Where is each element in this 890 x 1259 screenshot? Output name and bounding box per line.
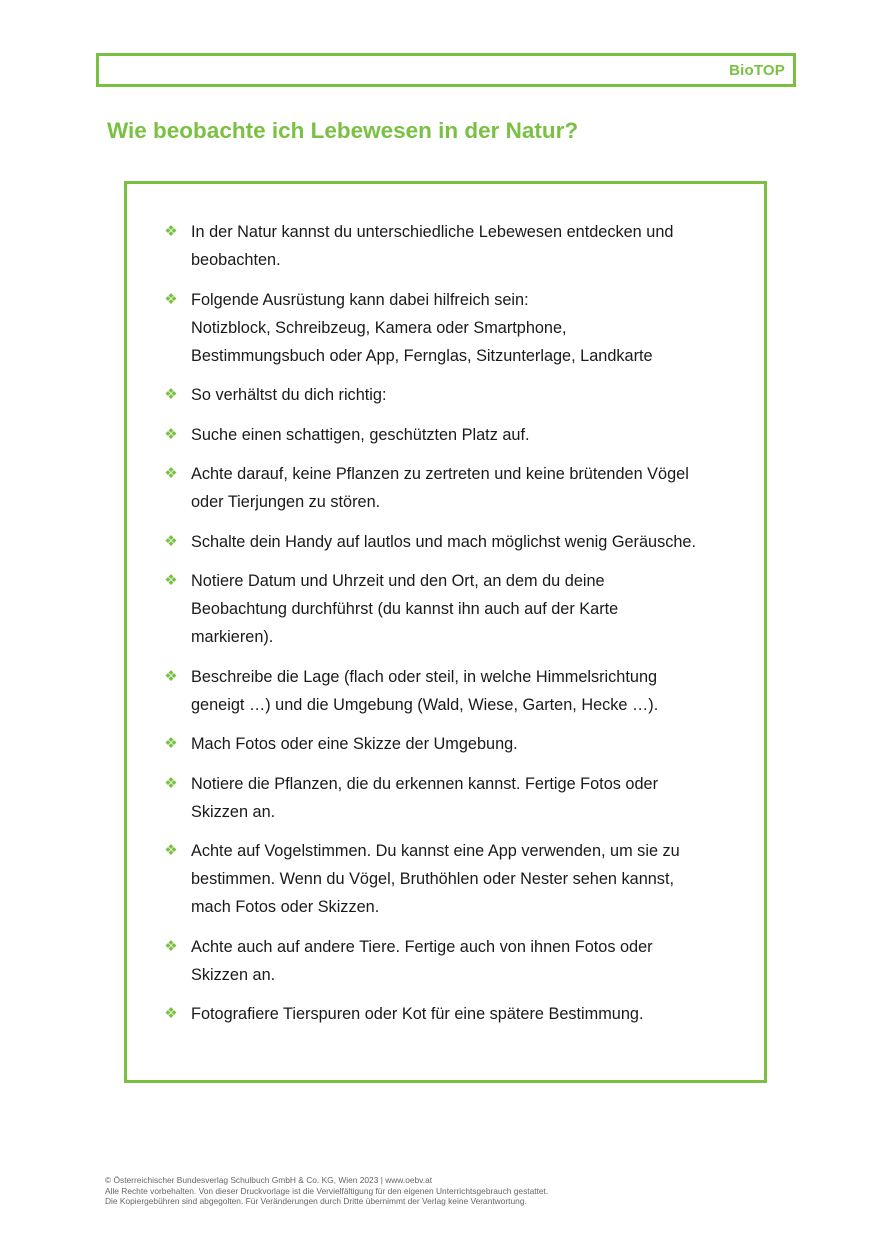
diamond-four-icon: ❖ xyxy=(164,223,178,240)
diamond-four-icon: ❖ xyxy=(164,937,178,955)
list-item xyxy=(163,663,743,719)
list-item xyxy=(163,286,743,370)
page-title: Wie beobachte ich Lebewesen in der Natur? xyxy=(107,118,579,143)
diamond-four-icon: ❖ xyxy=(164,290,178,308)
list-item xyxy=(163,421,743,449)
diamond-four-icon: ❖ xyxy=(164,532,178,550)
list-item-text-line: Notiere Datum und Uhrzeit und den Ort, an dem du deine xyxy=(191,572,605,590)
list-item-text-line: Beobachtung durchführst (du kannst ihn auch auf der Karte xyxy=(191,600,619,618)
footer-line: Die Kopiergebühren sind abgegolten. Für Veränderungen durch Dritte übernimmt der Verlag keine Verantwortung. xyxy=(105,1196,527,1206)
content-box xyxy=(124,181,767,1083)
list-item xyxy=(163,770,743,826)
list-item-text-line: markieren). xyxy=(191,628,274,646)
list-item-text-line: mach Fotos oder Skizzen. xyxy=(191,898,380,916)
list-item-text-line: Folgende Ausrüstung kann dabei hilfreich sein: xyxy=(191,290,529,309)
list-item-text-line: bestimmen. Wenn du Vögel, Bruthöhlen oder Nester sehen kannst, xyxy=(191,870,674,888)
diamond-four-icon: ❖ xyxy=(164,667,178,685)
list-item-text-line: Notizblock, Schreibzeug, Kamera oder Smartphone, xyxy=(191,318,567,337)
list-item-text-line: Achte auf Vogelstimmen. Du kannst eine App verwenden, um sie zu xyxy=(191,842,680,860)
list-item-text-line: Beschreibe die Lage (flach oder steil, in welche Himmelsrichtung xyxy=(191,667,658,686)
list-item-text-line: Skizzen an. xyxy=(191,802,276,821)
list-item-text-line: Achte auch auf andere Tiere. Fertige auch von ihnen Fotos oder xyxy=(191,937,653,956)
list-item-text-line: Bestimmungsbuch oder App, Fernglas, Sitzunterlage, Landkarte xyxy=(191,346,653,365)
diamond-four-icon: ❖ xyxy=(164,735,178,752)
list-item xyxy=(163,730,743,758)
list-item xyxy=(163,933,743,989)
diamond-four-icon: ❖ xyxy=(164,572,178,589)
list-item-text-line: Mach Fotos oder eine Skizze der Umgebung. xyxy=(191,735,518,753)
diamond-four-icon: ❖ xyxy=(164,425,178,443)
list-item-text-line: So verhältst du dich richtig: xyxy=(191,386,387,404)
list-item-text-line: Achte darauf, keine Pflanzen zu zertreten und keine brütenden Vögel xyxy=(191,465,689,483)
diamond-four-icon: ❖ xyxy=(164,386,178,403)
list-item-text-line: Fotografiere Tierspuren oder Kot für eine spätere Bestimmung. xyxy=(191,1005,644,1023)
list-item xyxy=(163,1000,743,1028)
list-item xyxy=(163,837,743,921)
header-bar xyxy=(96,53,796,87)
list-item xyxy=(163,218,743,274)
footer-line: © Österreichischer Bundesverlag Schulbuch GmbH & Co. KG, Wien 2023 | www.oebv.at xyxy=(105,1175,433,1185)
diamond-four-icon: ❖ xyxy=(164,1005,178,1022)
list-item-text-line: geneigt …) und die Umgebung (Wald, Wiese, Garten, Hecke …). xyxy=(191,695,659,714)
copyright-footer xyxy=(105,1175,548,1207)
diamond-four-icon: ❖ xyxy=(164,465,178,482)
list-item-text-line: Skizzen an. xyxy=(191,965,276,984)
list-item-text-line: Notiere die Pflanzen, die du erkennen kannst. Fertige Fotos oder xyxy=(191,774,659,793)
list-item-text-line: Schalte dein Handy auf lautlos und mach möglichst wenig Geräusche. xyxy=(191,532,697,551)
list-item xyxy=(163,460,743,516)
list-item-text-line: oder Tierjungen zu stören. xyxy=(191,493,381,511)
list-item-text-line: Suche einen schattigen, geschützten Platz auf. xyxy=(191,425,530,444)
diamond-four-icon: ❖ xyxy=(164,774,178,792)
list-item xyxy=(163,567,743,651)
diamond-four-icon: ❖ xyxy=(164,842,178,859)
brand-label: BioTOP xyxy=(729,62,785,79)
footer-line: Alle Rechte vorbehalten. Von dieser Druckvorlage ist die Vervielfältigung für den eigenen Unterrichtsgebrauch gestattet. xyxy=(105,1185,549,1196)
bullet-list xyxy=(163,218,743,1040)
list-item xyxy=(163,381,743,409)
list-item xyxy=(163,528,743,556)
list-item-text-line: In der Natur kannst du unterschiedliche Lebewesen entdecken und xyxy=(191,223,674,241)
list-item-text-line: beobachten. xyxy=(191,251,281,269)
